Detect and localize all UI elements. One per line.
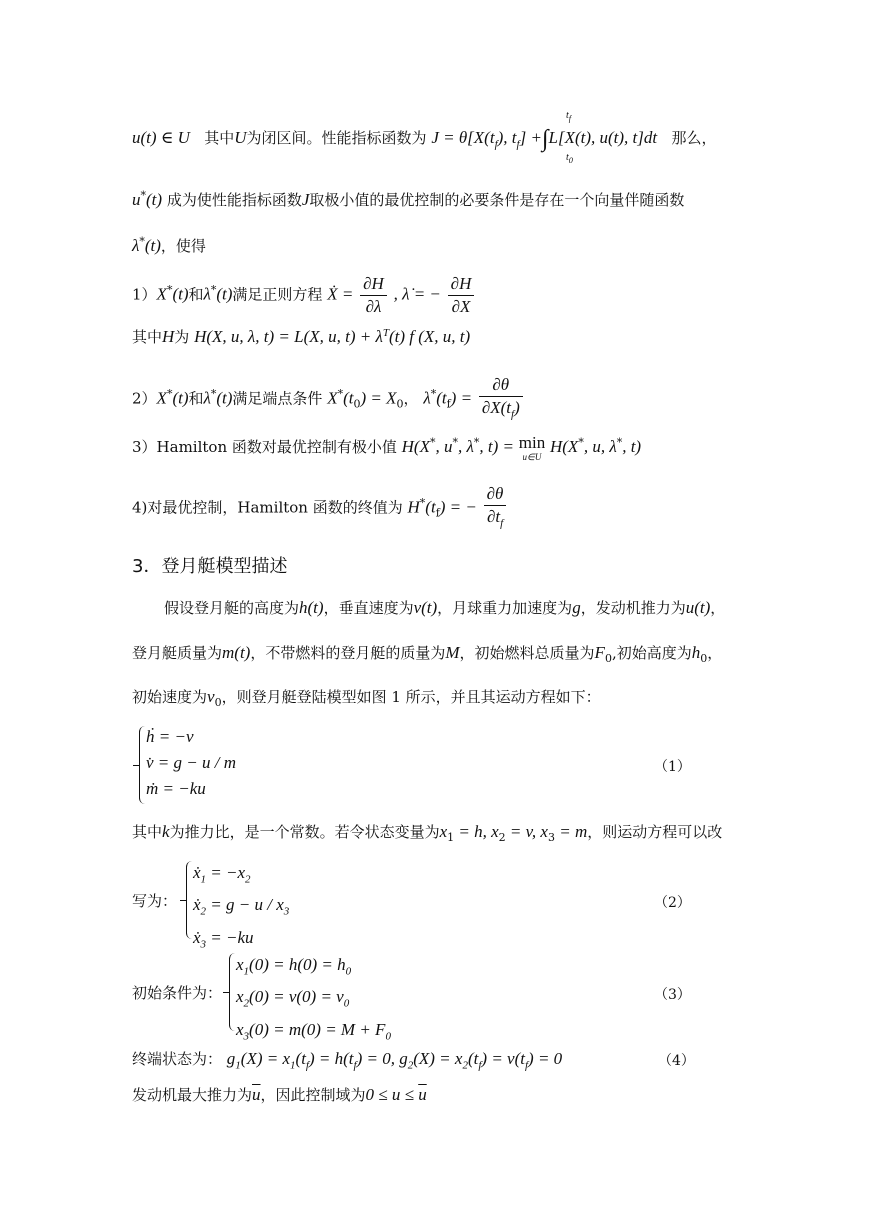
condition-2: 2）X*(t)和λ*(t)满足端点条件 $X^*(t_0) = X_0$， $\lambda^*(t_f)$ = $\frac{\partial\theta}{\partial X(t_f)}$: [132, 375, 525, 424]
control-constraint: u(t) ∈ U: [132, 128, 190, 147]
equation-4: 终端状态为： $g_1(X) = x_1(t_f) = h(t_f) = 0$, $g_2(X) = x_2(t_f) = v(t_f) = 0$: [132, 1049, 563, 1072]
condition-4: 4)对最优控制，Hamilton 函数的终值为 $H^*(t_f)$ = − $\frac{\partial\theta}{\partial t_f}$: [132, 484, 508, 533]
fraction-dtheta-dtf: $\frac{\partial\theta}{\partial t_f}$: [484, 484, 507, 533]
equation-3-brace: [229, 953, 236, 1031]
equation-2-number: （2）: [654, 895, 691, 911]
fraction-dH-dX: $\frac{\partial H}{\partial X}$: [448, 274, 475, 317]
integral-upper-limit: $t_f$: [566, 110, 572, 123]
equation-1: ḣ = −v v̇ = g − u / m ṁ = −ku: [146, 727, 236, 798]
equation-4-number: （4）: [658, 1053, 695, 1069]
fraction-dH-dlambda: $\frac{\partial H}{\partial\lambda}$: [360, 274, 387, 317]
equation-3-number: （3）: [654, 987, 691, 1003]
equation-2-brace: [186, 861, 193, 939]
state-variable-line: 其中k为推力比，是一个常数。若令状态变量为$x_1 = h$, $x_2 = v$, $x_3 = m$，则运动方程可以改: [132, 822, 723, 844]
control-domain-line: 发动机最大推力为$\overline{u}$，因此控制域为$0 \le u \le \overline{u}$: [132, 1085, 427, 1104]
equation-1-number: （1）: [654, 759, 691, 775]
equation-1-brace: [139, 726, 146, 804]
costate-line: λ*(t)，使得: [132, 235, 206, 255]
section3-para-line3: 初始速度为$v_0$，则登月艇登陆模型如图 1 所示，并且其运动方程如下：: [132, 687, 601, 709]
equation-3: $x_1(0) = h(0) = h_0$ $x_2(0) = v(0) = v_0$ $x_3(0) = m(0) = M + F_0$: [236, 955, 391, 1043]
section3-para-line1: 假设登月艇的高度为h(t)，垂直速度为v(t)，月球重力加速度为g，发动机推力为u(t)，: [164, 598, 726, 617]
section3-para-line2: 登月艇质量为m(t)，不带燃料的登月艇的质量为M，初始燃料总质量为$F_0$,初始高度为$h_0$，: [132, 643, 723, 665]
section-heading: 3．登月艇模型描述: [132, 556, 288, 577]
equation-2: ẋ$_1$ = $-x_2$ ẋ$_2$ = $g - u / x_3$ ẋ$_3$ = −ku: [193, 863, 290, 951]
performance-index-line: u(t) ∈ U 其中U为闭区间。性能指标函数为 $J = \theta[X(t_f)$, $t_f] +\int L[X(t)$, u(t), t]dt 那么，: [132, 126, 717, 152]
hamiltonian-definition: 其中H为 H(X, u, λ, t) = L(X, u, $t) + \lambda^T(t)$ f (X, u, t): [132, 327, 471, 346]
condition-1: 1）X*(t)和λ*(t)满足正则方程 Ẋ = $\frac{\partial H}{\partial\lambda}$ , λ̇ = − $\frac{\partial H}{\partial X}$: [132, 274, 476, 317]
equation-3-label: 初始条件为：: [132, 984, 223, 1002]
equation-2-label: 写为：: [132, 892, 178, 910]
necessary-condition-line: u*(t) 成为使性能指标函数J取极小值的最优控制的必要条件是存在一个向量伴随函数: [132, 189, 685, 209]
integral-lower-limit: $t_0$: [566, 152, 573, 165]
performance-index-formula: $J = \theta[X(t_f)$, $t_f] +\int L[X(t)$, u(t), t]dt: [431, 126, 658, 152]
condition-3: 3）Hamilton 函数对最优控制有极小值 H(X*, u*, λ*, t) = min u∈U H(X*, u, λ*, t): [132, 433, 642, 462]
fraction-dtheta-dX: $\frac{\partial\theta}{\partial X(t_f)}$: [479, 375, 523, 424]
